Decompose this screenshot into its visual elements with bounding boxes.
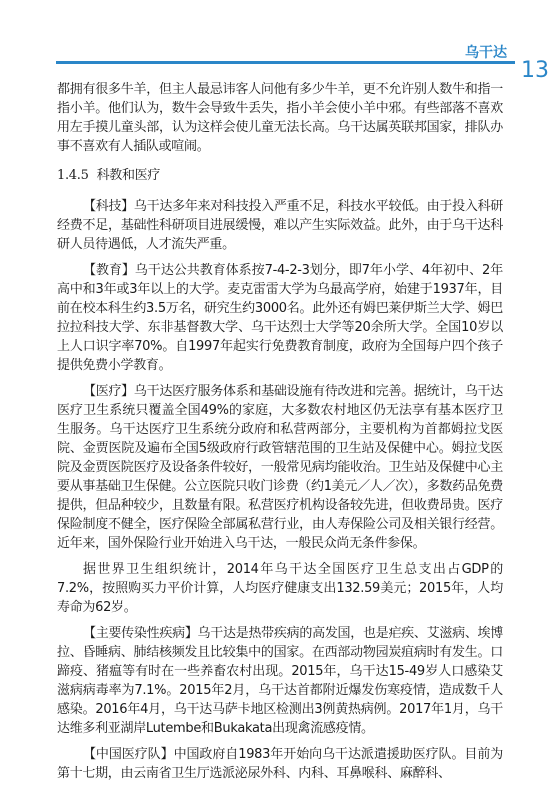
education-paragraph <box>57 261 503 375</box>
header-country-title: 乌干达 <box>465 45 507 61</box>
medical-team-text: 中国政府自1983年开始向乌干达派遣援助医疗队。目前为第十七期，由云南省卫生厅选派泌尿外科、内科、耳鼻喉科、麻醉科、 <box>57 747 503 781</box>
medical-tag: 【医疗】 <box>83 384 134 399</box>
medical-team-paragraph <box>57 745 503 783</box>
tech-text: 乌干达多年来对科技投入严重不足，科技水平较低。由于投入科研经费不足，基础性科研项目进展缓慢，难以产生实际效益。此外，由于乌干达科研人员待遇低，人才流失严重。 <box>57 199 503 252</box>
section-heading <box>57 166 503 185</box>
medical-team-tag: 【中国医疗队】 <box>83 747 174 762</box>
disease-paragraph <box>57 624 503 738</box>
tech-paragraph <box>57 197 503 254</box>
medical-paragraph <box>57 382 503 553</box>
disease-text: 乌干达是热带疾病的高发国，也是疟疾、艾滋病、埃博拉、昏睡病、肺结核频发且比较集中的国家。在西部动物园炭疽病时有发生。口蹄疫、猪瘟等有时在一些养畜农村出现。2015年，乌干达15-49岁人口感染艾滋病病毒率为7.1%。2015年2月，乌干达首都附近爆发伤寒疫情，造成数千人感染。2016年4月，乌干达马萨卡地区检测出3例黄热病例。2017年1月，乌干达维多利亚湖岸Lutembe和Bukakata出现禽流感疫情。 <box>57 626 503 736</box>
tech-tag: 【科技】 <box>83 199 134 214</box>
page-number: 13 <box>521 58 549 83</box>
intro-paragraph: 都拥有很多牛羊，但主人最忌讳客人问他有多少牛羊，更不允许别人数牛和指一指小羊。他们认为，数牛会导致牛丢失，指小羊会使小羊中邪。有些部落不喜欢用左手摸儿童头部，认为这样会使儿童无法长高。乌干达属英联邦国家，排队办事不喜欢有人插队或喧闹。 <box>57 82 503 154</box>
education-tag: 【教育】 <box>83 263 135 278</box>
page-header <box>0 0 559 83</box>
page-body <box>57 80 503 790</box>
disease-tag: 【主要传染性疾病】 <box>83 626 198 641</box>
header-rule <box>56 61 515 64</box>
education-text: 乌干达公共教育体系按7-4-2-3划分，即7年小学、4年初中、2年高中和3年或3年以上的大学。麦克雷雷大学为乌最高学府，始建于1937年，目前在校本科生约3.5万名，研究生约3000名。此外还有姆巴莱伊斯兰大学、姆巴拉拉科技大学、东非基督教大学、乌干达烈士大学等20余所大学。全国10岁以上人口识字率70%。自1997年起实行免费教育制度，政府为全国每户四个孩子提供免费小学教育。 <box>57 263 503 373</box>
who-statistics-paragraph: 据世界卫生组织统计，2014年乌干达全国医疗卫生总支出占GDP的7.2%，按照购买力平价计算，人均医疗健康支出132.59美元；2015年，人均寿命为62岁。 <box>57 562 503 615</box>
medical-text: 乌干达医疗服务体系和基础设施有待改进和完善。据统计，乌干达医疗卫生系统只覆盖全国49%的家庭，大多数农村地区仍无法享有基本医疗卫生服务。乌干达医疗卫生系统分政府和私营两部分，主要机构为首都姆拉戈医院、金贾医院及遍布全国5级政府行政管辖范围的卫生站及保健中心。姆拉戈医院及金贾医院医疗及设备条件较好，一般常见病均能收治。卫生站及保健中心主要从事基础卫生保健。公立医院只收门诊费（约1美元／人／次），多数药品免费提供，但品种较少，且数量有限。私营医疗机构设备较先进，但收费昂贵。医疗保险制度不健全，医疗保险全部属私营行业，由人寿保险公司及相关银行经营。近年来，国外保险行业开始进入乌干达，一般民众尚无条件参保。 <box>57 384 503 551</box>
section-title: 科教和医疗 <box>96 168 161 183</box>
section-number: 1.4.5 <box>57 168 89 183</box>
